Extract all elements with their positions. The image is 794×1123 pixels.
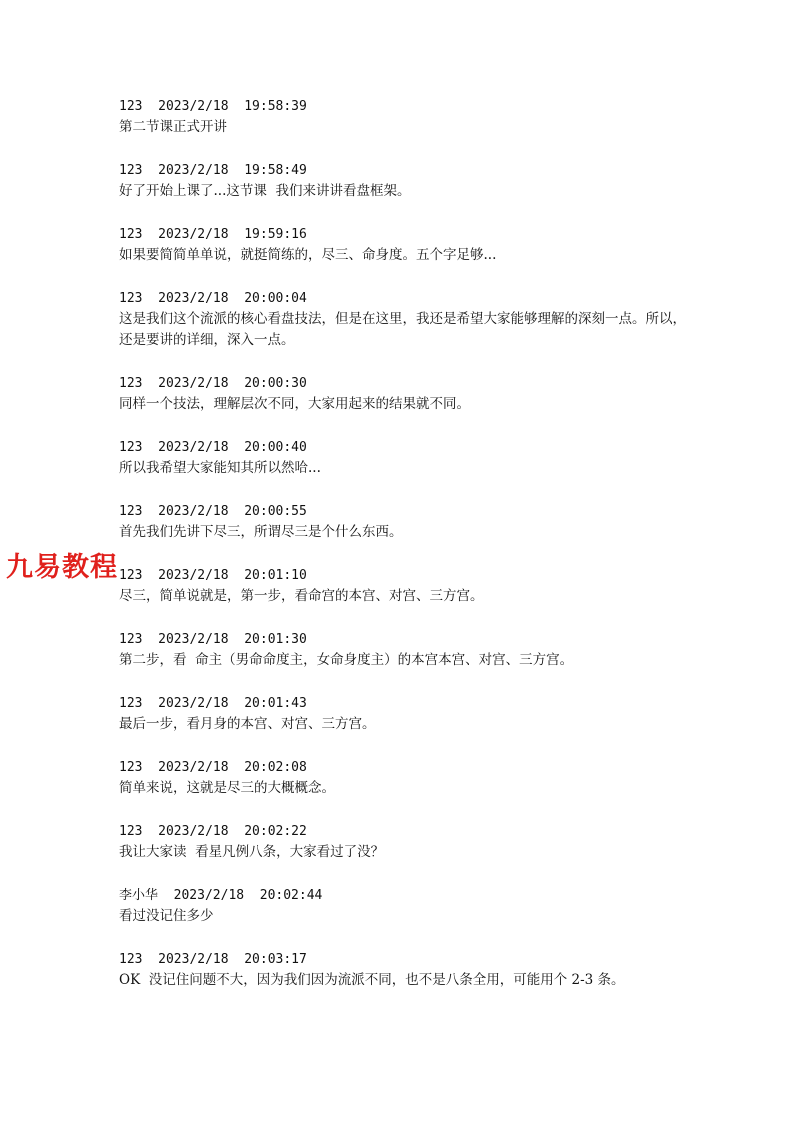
message-text: 最后一步，看月身的本宫、对宫、三方宫。	[119, 716, 376, 732]
message-entry	[119, 373, 689, 415]
message-meta: 123 2023/2/18 20:01:43	[119, 696, 307, 711]
message-text: 看过没记住多少	[119, 908, 214, 924]
message-meta: 123 2023/2/18 19:59:16	[119, 227, 307, 242]
message-meta: 李小华 2023/2/18 20:02:44	[119, 888, 323, 903]
message-text: 尽三，简单说就是，第一步，看命宫的本宫、对宫、三方宫。	[119, 588, 484, 604]
message-meta: 123 2023/2/18 20:00:40	[119, 440, 307, 455]
message-text: 如果要简简单单说，就挺简练的，尽三、命身度。五个字足够...	[119, 247, 497, 263]
message-entry	[119, 565, 689, 607]
message-text: 好了开始上课了...这节课 我们来讲讲看盘框架。	[119, 183, 411, 199]
message-entry	[119, 949, 689, 991]
message-entry	[119, 757, 689, 799]
message-meta: 123 2023/2/18 20:00:04	[119, 291, 307, 306]
watermark-logo: 九易教程	[6, 552, 118, 583]
message-entry	[119, 96, 689, 138]
message-meta: 123 2023/2/18 20:00:55	[119, 504, 307, 519]
message-entry	[119, 821, 689, 863]
message-entry	[119, 437, 689, 479]
message-text: 简单来说，这就是尽三的大概概念。	[119, 780, 335, 796]
message-text: 第二节课正式开讲	[119, 119, 227, 135]
message-text: 第二步，看 命主（男命命度主，女命身度主）的本宫本宫、对宫、三方宫。	[119, 652, 574, 668]
message-meta: 123 2023/2/18 20:00:30	[119, 376, 307, 391]
message-meta: 123 2023/2/18 20:01:30	[119, 632, 307, 647]
message-entry	[119, 288, 689, 351]
message-meta: 123 2023/2/18 20:02:08	[119, 760, 307, 775]
message-text: OK 没记住问题不大，因为我们因为流派不同，也不是八条全用，可能用个 2-3 条。	[119, 972, 625, 988]
message-text: 这是我们这个流派的核心看盘技法，但是在这里，我还是希望大家能够理解的深刻一点。所以，还是要讲的详细，深入一点。	[119, 311, 686, 348]
message-entry	[119, 224, 689, 266]
message-meta: 123 2023/2/18 20:01:10	[119, 568, 307, 583]
message-text: 同样一个技法，理解层次不同，大家用起来的结果就不同。	[119, 396, 470, 412]
message-entry	[119, 693, 689, 735]
chat-transcript	[119, 96, 689, 1013]
message-entry	[119, 160, 689, 202]
message-text: 所以我希望大家能知其所以然哈...	[119, 460, 321, 476]
message-text: 首先我们先讲下尽三，所谓尽三是个什么东西。	[119, 524, 403, 540]
message-meta: 123 2023/2/18 19:58:49	[119, 163, 307, 178]
message-meta: 123 2023/2/18 20:03:17	[119, 952, 307, 967]
message-meta: 123 2023/2/18 19:58:39	[119, 99, 307, 114]
message-meta: 123 2023/2/18 20:02:22	[119, 824, 307, 839]
message-text: 我让大家读 看星凡例八条，大家看过了没？	[119, 844, 385, 860]
message-entry	[119, 501, 689, 543]
message-entry	[119, 629, 689, 671]
message-entry	[119, 885, 689, 927]
